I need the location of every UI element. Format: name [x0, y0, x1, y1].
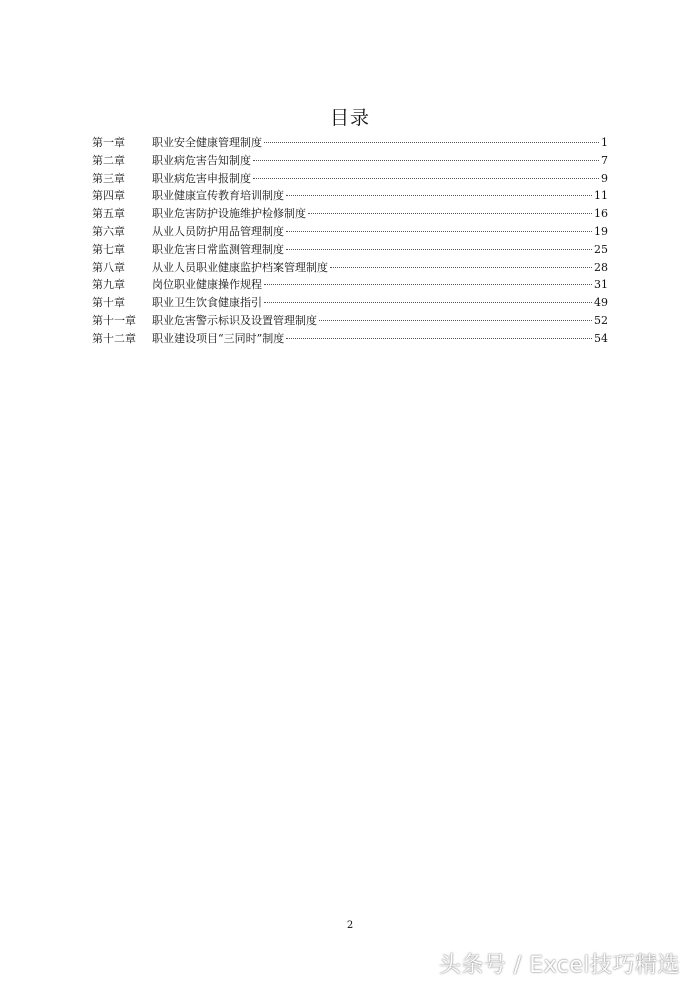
toc-entry[interactable] — [92, 312, 608, 330]
toc-chapter-title: 从业人员职业健康监护档案管理制度 — [152, 260, 328, 274]
toc-page-number: 25 — [594, 242, 608, 256]
toc-chapter-title: 职业病危害告知制度 — [152, 153, 251, 167]
page-number: 2 — [346, 920, 354, 931]
toc-page-number: 49 — [594, 296, 608, 310]
toc-chapter-number: 第五章 — [92, 207, 125, 221]
toc-entry[interactable] — [92, 276, 608, 294]
toc-chapter-number: 第十二章 — [92, 331, 136, 345]
toc-chapter-title: 职业危害警示标识及设置管理制度 — [152, 313, 317, 327]
toc-chapter-number: 第十章 — [92, 296, 125, 310]
toc-chapter-number: 第七章 — [92, 242, 125, 256]
toc-chapter-title: 职业健康宣传教育培训制度 — [152, 189, 284, 203]
toc-entry[interactable] — [92, 187, 608, 205]
toc-chapter-title: 职业安全健康管理制度 — [152, 136, 262, 149]
toc-chapter-number: 第八章 — [92, 260, 125, 274]
toc-dot-leader — [264, 284, 592, 285]
toc-chapter-number: 第四章 — [92, 189, 125, 203]
toc-dot-leader — [286, 249, 592, 250]
toc-page-number: 28 — [594, 260, 608, 274]
toc-chapter-number: 第二章 — [92, 153, 125, 167]
toc-entry[interactable] — [92, 134, 608, 152]
toc-entry[interactable] — [92, 223, 608, 241]
toc-dot-leader — [319, 320, 592, 321]
toc-page-number: 7 — [601, 153, 608, 167]
toc-chapter-title: 职业危害日常监测管理制度 — [152, 242, 284, 256]
toc-entry[interactable] — [92, 259, 608, 277]
watermark: 头条号 / Excel技巧精选 — [438, 953, 680, 978]
toc-dot-leader — [286, 231, 592, 232]
toc-page-number: 19 — [594, 224, 608, 238]
toc-chapter-number: 第一章 — [92, 136, 125, 149]
toc-page-number: 31 — [594, 278, 608, 292]
toc-chapter-title: 从业人员防护用品管理制度 — [152, 224, 284, 238]
toc-chapter-number: 第九章 — [92, 278, 125, 292]
toc-dot-leader — [286, 195, 592, 196]
toc-entry[interactable] — [92, 241, 608, 259]
toc-chapter-title: 岗位职业健康操作规程 — [152, 278, 262, 292]
toc-chapter-title: 职业建设项目“三同时”制度 — [152, 331, 285, 345]
toc-dot-leader — [308, 213, 592, 214]
toc-chapter-number: 第六章 — [92, 224, 125, 238]
toc-entry[interactable] — [92, 205, 608, 223]
toc-dot-leader — [330, 267, 592, 268]
toc-chapter-title: 职业卫生饮食健康指引 — [152, 296, 262, 310]
toc-dot-leader — [253, 160, 599, 161]
toc-page-number: 54 — [594, 331, 608, 345]
toc-page-number: 11 — [594, 189, 608, 203]
toc-chapter-number: 第三章 — [92, 171, 125, 185]
toc-entry[interactable] — [92, 152, 608, 170]
toc-page-number: 16 — [594, 207, 608, 221]
toc-entry[interactable] — [92, 294, 608, 312]
toc-chapter-title: 职业病危害申报制度 — [152, 171, 251, 185]
toc-title: 目录 — [329, 107, 370, 129]
toc-entry[interactable] — [92, 170, 608, 188]
toc-page-number: 1 — [601, 136, 608, 149]
toc-page-number: 9 — [601, 171, 608, 185]
toc-dot-leader — [264, 142, 599, 143]
toc-dot-leader — [253, 178, 599, 179]
toc-chapter-number: 第十一章 — [92, 313, 136, 327]
toc-chapter-title: 职业危害防护设施维护检修制度 — [152, 207, 306, 221]
toc-dot-leader — [286, 338, 592, 339]
toc-page-number: 52 — [594, 313, 608, 327]
toc-entry[interactable] — [92, 330, 608, 348]
table-of-contents — [92, 134, 608, 348]
toc-dot-leader — [264, 302, 592, 303]
